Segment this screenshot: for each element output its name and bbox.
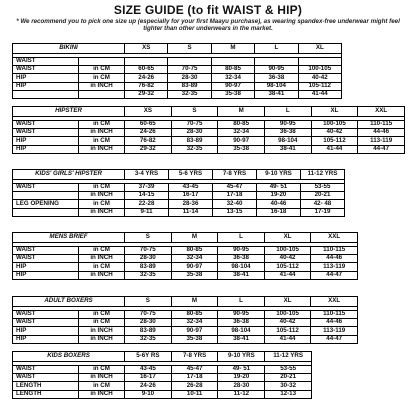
table-cell: 32-35	[125, 335, 172, 343]
row-unit: in CM	[79, 319, 125, 327]
row-label	[13, 90, 79, 98]
table-row	[13, 311, 358, 319]
table-cell: 100-105	[264, 247, 311, 255]
table-cell: 38-41	[218, 335, 265, 343]
row-unit: in CM	[79, 382, 125, 390]
table-cell: 32-34	[171, 255, 218, 263]
table-cell: 16-18	[256, 208, 300, 216]
row-label: WAIST	[13, 247, 79, 255]
size-header: XXL	[358, 107, 405, 117]
table-cell: 80-85	[171, 247, 218, 255]
row-unit: in INCH	[79, 374, 125, 382]
table-cell: 32-35	[125, 271, 172, 279]
table-cell: 113-119	[311, 263, 358, 271]
row-unit: in INCH	[79, 208, 125, 216]
table-cell: 13-15	[212, 208, 256, 216]
row-label: HIP	[13, 327, 79, 335]
table-cell: 30-32	[265, 382, 312, 390]
size-header: XXL	[311, 233, 358, 243]
size-header: XS	[125, 44, 168, 54]
table-cell: 35-38	[171, 335, 218, 343]
row-unit: in INCH	[79, 327, 125, 335]
table-cell: 40-46	[256, 200, 300, 208]
row-unit	[79, 58, 125, 66]
row-label: HIP	[13, 335, 79, 343]
table-cell: 12-13	[265, 390, 312, 398]
table-row	[13, 145, 405, 153]
table-cell: 70-75	[168, 66, 211, 74]
table-row	[13, 382, 312, 390]
table-cell	[125, 58, 168, 66]
table-row	[13, 255, 358, 263]
table-cell: 38-41	[264, 145, 311, 153]
table-cell: 36-38	[264, 129, 311, 137]
table-row	[13, 335, 358, 343]
table-cell: 24-26	[125, 129, 172, 137]
table-cell: 14-15	[125, 192, 169, 200]
table-cell: 45-47	[171, 366, 218, 374]
table-header-row	[13, 107, 405, 117]
row-unit: in INCH	[79, 145, 125, 153]
row-unit: in CM	[79, 247, 125, 255]
size-header: M	[171, 297, 218, 307]
size-header: 5-6Y RS	[125, 352, 172, 362]
table-cell: 76-82	[125, 137, 172, 145]
table-row	[13, 137, 405, 145]
mens-brief-size-table	[12, 232, 358, 280]
bikini-size-table	[12, 43, 342, 99]
row-unit: in INCH	[79, 390, 125, 398]
table-cell: 110-115	[311, 311, 358, 319]
row-label: WAIST	[13, 374, 79, 382]
table-cell: 40-42	[298, 74, 341, 82]
table-cell: 41-44	[298, 90, 341, 98]
size-header: 11-12 YRS	[265, 352, 312, 362]
table-cell: 83-89	[125, 327, 172, 335]
row-label: LEG OPENING	[13, 200, 79, 208]
table-row	[13, 82, 342, 90]
row-unit: in INCH	[79, 129, 125, 137]
table-name: BIKINI	[13, 44, 125, 54]
size-header: L	[255, 44, 298, 54]
table-row	[13, 319, 358, 327]
table-cell: 43-45	[169, 184, 213, 192]
table-header-row	[13, 44, 342, 54]
table-row	[13, 374, 312, 382]
row-label: HIP	[13, 82, 79, 90]
kids-girls-hipster-size-table	[12, 169, 345, 217]
size-header: S	[168, 44, 211, 54]
table-cell	[168, 58, 211, 66]
table-cell: 90-97	[171, 327, 218, 335]
table-cell: 90-97	[211, 82, 254, 90]
table-cell: 32-35	[171, 145, 218, 153]
table-cell: 24-26	[125, 74, 168, 82]
row-label: WAIST	[13, 311, 79, 319]
table-cell: 43-45	[125, 366, 172, 374]
row-unit	[79, 90, 125, 98]
table-row	[13, 271, 358, 279]
table-cell: 29-32	[125, 145, 172, 153]
row-unit: in CM	[79, 137, 125, 145]
table-cell: 80-85	[171, 311, 218, 319]
row-unit: in INCH	[79, 335, 125, 343]
table-cell: 17-18	[171, 374, 218, 382]
table-name: MENS BRIEF	[13, 233, 125, 243]
row-label: WAIST	[13, 184, 79, 192]
table-row	[13, 247, 358, 255]
table-cell: 28-30	[125, 319, 172, 327]
table-cell: 90-95	[255, 66, 298, 74]
row-unit: in CM	[79, 200, 125, 208]
row-unit: in INCH	[79, 271, 125, 279]
table-cell: 113-119	[311, 327, 358, 335]
size-header: M	[211, 44, 254, 54]
table-cell: 90-95	[218, 247, 265, 255]
table-cell: 80-85	[218, 121, 265, 129]
table-row	[13, 200, 345, 208]
table-cell: 105-112	[264, 263, 311, 271]
table-cell: 16-17	[169, 192, 213, 200]
table-cell: 40-42	[264, 255, 311, 263]
row-label: HIP	[13, 74, 79, 82]
table-cell: 98-104	[264, 137, 311, 145]
table-cell: 41-44	[264, 271, 311, 279]
row-label	[13, 208, 79, 216]
table-cell: 40-42	[264, 319, 311, 327]
size-header: L	[264, 107, 311, 117]
table-cell: 32-34	[171, 319, 218, 327]
table-cell: 35-38	[211, 90, 254, 98]
row-label: HIP	[13, 263, 79, 271]
size-header: XS	[125, 107, 172, 117]
table-row	[13, 66, 342, 74]
table-cell	[255, 58, 298, 66]
table-cell: 70-75	[125, 247, 172, 255]
table-cell: 100-105	[311, 121, 358, 129]
table-cell: 19-20	[256, 192, 300, 200]
table-cell: 44-47	[311, 271, 358, 279]
sizing-note: * We recommend you to pick one size up (especially for your first Maayu purchase), as wearing spandex-free underwear might feel tighter than other underwears in the market.	[16, 18, 400, 33]
size-header: 9-10 YRS	[218, 352, 265, 362]
table-row	[13, 208, 345, 216]
table-cell: 98-104	[255, 82, 298, 90]
table-header-row	[13, 297, 358, 307]
table-cell: 41-44	[264, 335, 311, 343]
size-header: S	[125, 233, 172, 243]
row-unit: in CM	[79, 311, 125, 319]
table-cell: 110-115	[311, 247, 358, 255]
table-cell: 38-41	[218, 271, 265, 279]
table-cell: 105-112	[298, 82, 341, 90]
table-cell: 17-18	[212, 192, 256, 200]
table-cell: 100-105	[298, 66, 341, 74]
row-unit: in INCH	[79, 192, 125, 200]
table-cell: 83-89	[125, 263, 172, 271]
table-cell: 44-46	[358, 129, 405, 137]
table-cell: 45-47	[212, 184, 256, 192]
table-cell: 40-42	[311, 129, 358, 137]
table-cell: 70-75	[171, 121, 218, 129]
table-cell: 28-30	[171, 129, 218, 137]
size-header: S	[171, 107, 218, 117]
table-cell: 105-112	[311, 137, 358, 145]
size-header: M	[171, 233, 218, 243]
row-unit: in CM	[79, 263, 125, 271]
table-cell: 28-30	[168, 74, 211, 82]
adult-boxers-size-table	[12, 296, 358, 344]
size-header: L	[218, 297, 265, 307]
size-header: 11-12 YRS	[300, 170, 344, 180]
table-cell: 49- 51	[218, 366, 265, 374]
table-cell: 41-44	[311, 145, 358, 153]
table-cell: 98-104	[218, 263, 265, 271]
table-cell: 70-75	[125, 311, 172, 319]
row-label: WAIST	[13, 255, 79, 263]
size-header: 7-8 YRS	[212, 170, 256, 180]
page-title: SIZE GUIDE (to fit WAIST & HIP)	[113, 3, 303, 17]
table-cell: 60-65	[125, 121, 172, 129]
table-cell: 83-89	[171, 137, 218, 145]
table-cell: 10-11	[171, 390, 218, 398]
table-cell: 83-89	[168, 82, 211, 90]
table-cell: 42- 48	[300, 200, 344, 208]
table-cell: 113-119	[358, 137, 405, 145]
table-row	[13, 121, 405, 129]
table-cell: 20-21	[300, 192, 344, 200]
table-row	[13, 90, 342, 98]
size-header: XL	[264, 297, 311, 307]
table-header-row	[13, 352, 312, 362]
table-row	[13, 74, 342, 82]
table-row	[13, 390, 312, 398]
table-cell: 53-55	[265, 366, 312, 374]
table-cell: 17-19	[300, 208, 344, 216]
table-cell: 29-32	[125, 90, 168, 98]
table-cell: 105-112	[264, 327, 311, 335]
table-cell: 90-97	[218, 137, 265, 145]
table-row	[13, 58, 342, 66]
row-label: WAIST	[13, 366, 79, 374]
table-cell: 28-30	[218, 382, 265, 390]
row-label: WAIST	[13, 66, 79, 74]
table-cell: 44-46	[311, 255, 358, 263]
size-header: XL	[264, 233, 311, 243]
table-cell: 19-20	[218, 374, 265, 382]
table-cell: 32-35	[168, 90, 211, 98]
size-header: 3-4 YRS	[125, 170, 169, 180]
size-header: S	[125, 297, 172, 307]
table-cell: 76-82	[125, 82, 168, 90]
table-cell: 35-38	[218, 145, 265, 153]
row-label	[13, 192, 79, 200]
table-cell: 90-95	[218, 311, 265, 319]
row-label: WAIST	[13, 319, 79, 327]
table-row	[13, 184, 345, 192]
table-cell: 37-39	[125, 184, 169, 192]
row-unit: in CM	[79, 74, 125, 82]
row-label: WAIST	[13, 129, 79, 137]
table-cell: 36-38	[218, 255, 265, 263]
table-name: KIDS' GIRLS' HIPSTER	[13, 170, 125, 180]
table-row	[13, 327, 358, 335]
size-header: XXL	[311, 297, 358, 307]
row-unit: in CM	[79, 366, 125, 374]
row-label: LENGTH	[13, 390, 79, 398]
table-row	[13, 129, 405, 137]
row-label: HIP	[13, 137, 79, 145]
table-cell: 32-34	[218, 129, 265, 137]
table-cell: 9-11	[125, 208, 169, 216]
row-unit: in INCH	[79, 255, 125, 263]
row-unit: in INCH	[79, 82, 125, 90]
table-cell: 22-28	[125, 200, 169, 208]
table-cell: 38-41	[255, 90, 298, 98]
table-cell	[298, 58, 341, 66]
table-cell: 9-10	[125, 390, 172, 398]
table-cell: 98-104	[218, 327, 265, 335]
table-cell: 28-36	[169, 200, 213, 208]
table-cell: 28-30	[125, 255, 172, 263]
table-cell: 80-85	[211, 66, 254, 74]
table-cell: 44-46	[311, 319, 358, 327]
table-cell: 11-12	[218, 390, 265, 398]
row-label: WAIST	[13, 58, 79, 66]
table-name: ADULT BOXERS	[13, 297, 125, 307]
table-cell: 20-21	[265, 374, 312, 382]
table-row	[13, 263, 358, 271]
row-unit: in CM	[79, 121, 125, 129]
table-cell: 32-40	[212, 200, 256, 208]
table-cell: 60-65	[125, 66, 168, 74]
row-unit: in CM	[79, 184, 125, 192]
table-cell: 35-38	[171, 271, 218, 279]
table-cell: 110-115	[358, 121, 405, 129]
table-cell: 16-17	[125, 374, 172, 382]
table-cell: 36-38	[218, 319, 265, 327]
row-label: WAIST	[13, 121, 79, 129]
row-label: HIP	[13, 145, 79, 153]
table-cell: 49- 51	[256, 184, 300, 192]
table-header-row	[13, 170, 345, 180]
table-name: KIDS BOXERS	[13, 352, 125, 362]
size-header: L	[218, 233, 265, 243]
kids-boxers-size-table	[12, 351, 312, 399]
size-header: 9-10 YRS	[256, 170, 300, 180]
size-header: 7-8 YRS	[171, 352, 218, 362]
table-cell: 32-34	[211, 74, 254, 82]
size-header: XL	[298, 44, 341, 54]
table-cell: 90-97	[171, 263, 218, 271]
table-cell: 53-55	[300, 184, 344, 192]
table-cell: 44-47	[311, 335, 358, 343]
table-cell	[211, 58, 254, 66]
size-header: XL	[311, 107, 358, 117]
table-cell: 11-14	[169, 208, 213, 216]
table-cell: 24-26	[125, 382, 172, 390]
size-header: 5-6 YRS	[169, 170, 213, 180]
table-cell: 90-95	[264, 121, 311, 129]
table-cell: 26-28	[171, 382, 218, 390]
table-cell: 44-47	[358, 145, 405, 153]
row-label: HIP	[13, 271, 79, 279]
row-label: LENGTH	[13, 382, 79, 390]
size-header: M	[218, 107, 265, 117]
table-row	[13, 366, 312, 374]
table-cell: 100-105	[264, 311, 311, 319]
row-unit: in CM	[79, 66, 125, 74]
table-row	[13, 192, 345, 200]
table-name: HIPSTER	[13, 107, 125, 117]
table-header-row	[13, 233, 358, 243]
hipster-size-table	[12, 106, 405, 154]
table-cell: 36-38	[255, 74, 298, 82]
